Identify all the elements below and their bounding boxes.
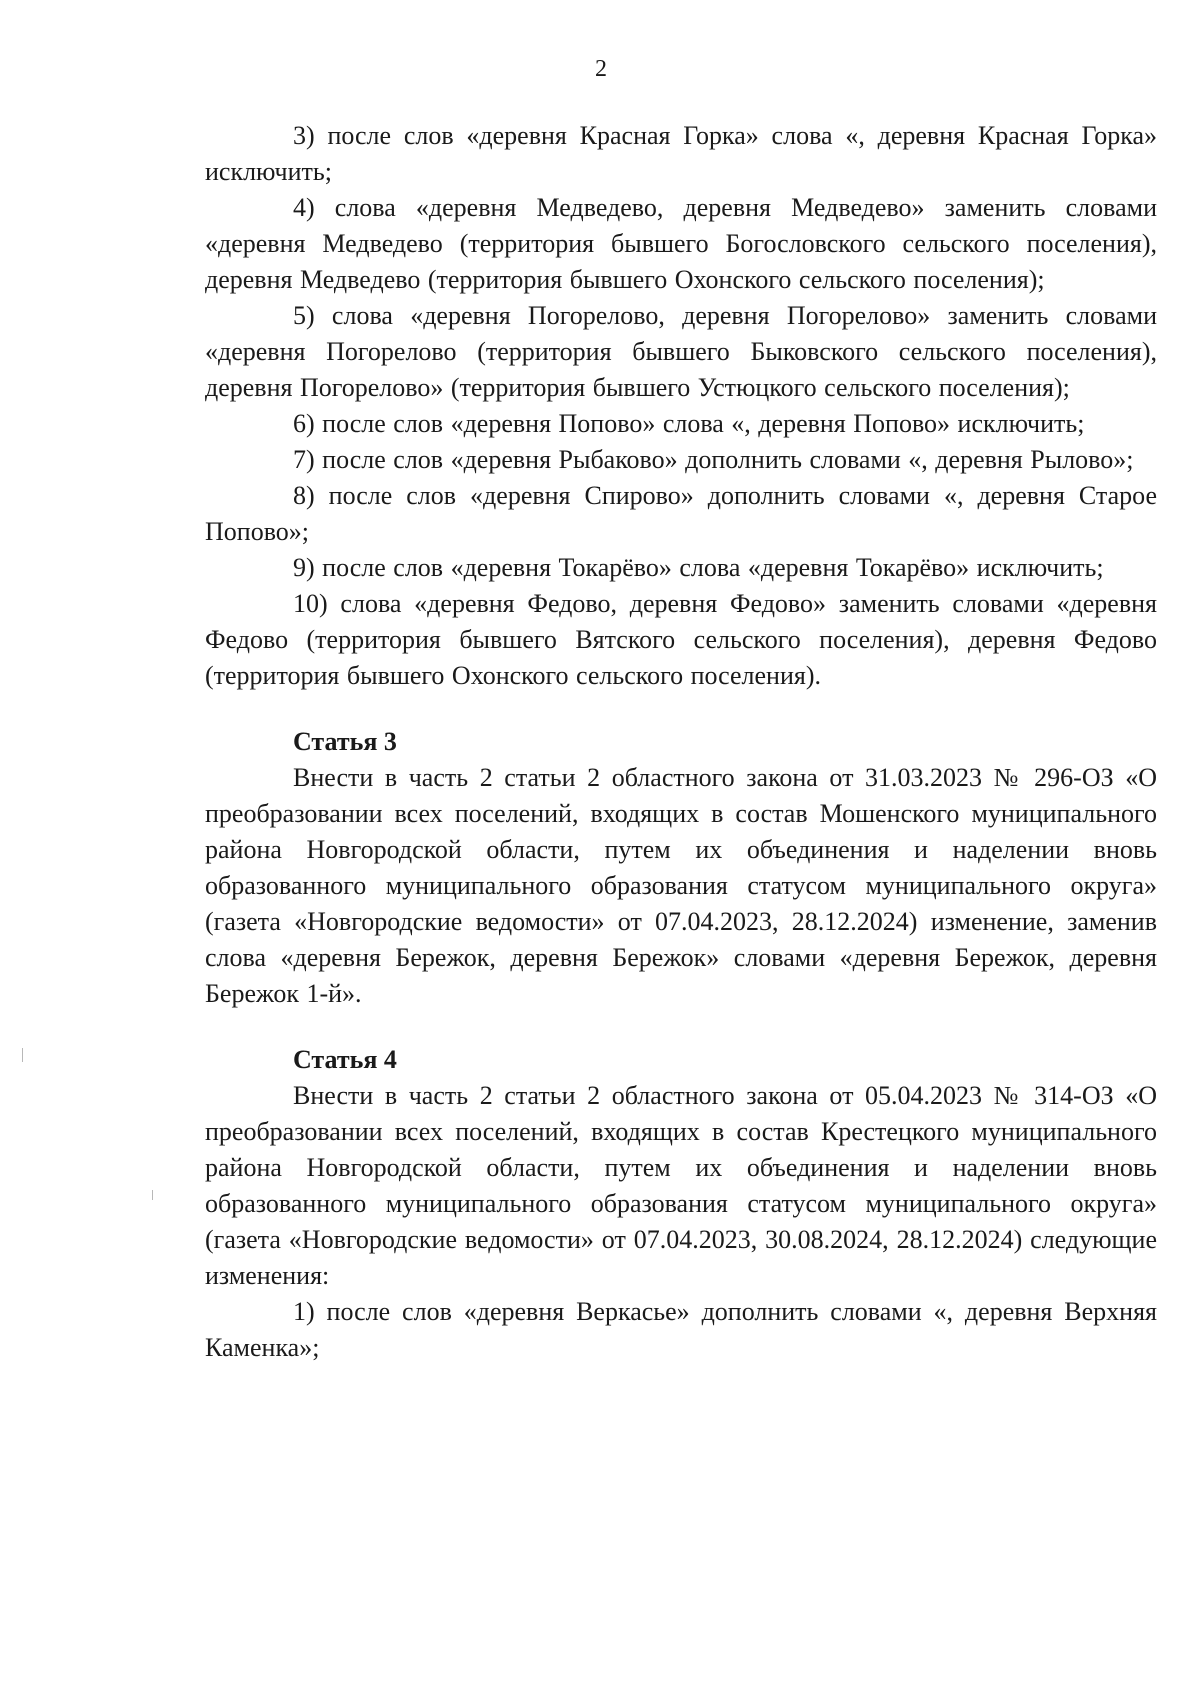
article-4-heading: Статья 4 [293,1045,397,1074]
article-3-heading: Статья 3 [293,727,397,756]
amendment-item-5: 5) слова «деревня Погорелово, деревня Погорелово» заменить словами «деревня Погорелово (территория бывшего Быковского сельского поселения), деревня Погорелово» (территория бывшего Устюцкого сельского поселения); [205,301,1157,402]
page-number: 2 [595,56,607,82]
amendment-item-3: 3) после слов «деревня Красная Горка» слова «, деревня Красная Горка» исключить; [205,121,1157,186]
document-body [205,118,1157,1366]
amendment-item-7: 7) после слов «деревня Рыбаково» дополнить словами «, деревня Рылово»; [293,445,1134,474]
article-4-item-1: 1) после слов «деревня Веркасье» дополнить словами «, деревня Верхняя Каменка»; [205,1297,1157,1362]
amendment-item-10: 10) слова «деревня Федово, деревня Федово» заменить словами «деревня Федово (территория бывшего Вятского сельского поселения), деревня Федово (территория бывшего Охонского сельского поселения). [205,589,1157,690]
scan-mark [152,1190,153,1200]
amendment-item-9: 9) после слов «деревня Токарёво» слова «деревня Токарёво» исключить; [293,553,1104,582]
amendment-item-4: 4) слова «деревня Медведево, деревня Медведево» заменить словами «деревня Медведево (территория бывшего Богословского сельского поселения), деревня Медведево (территория бывшего Охонского сельского поселения); [205,193,1157,294]
article-3-text: Внести в часть 2 статьи 2 областного закона от 31.03.2023 № 296-ОЗ «О преобразовании всех поселений, входящих в состав Мошенского муниципального района Новгородской области, путем их объединения и наделении вновь образованного муниципального образования статусом муниципального округа» (газета «Новгородские ведомости» от 07.04.2023, 28.12.2024) изменение, заменив слова «деревня Бережок, деревня Бережок» словами «деревня Бережок, деревня Бережок 1-й». [205,763,1157,1008]
article-4-text: Внести в часть 2 статьи 2 областного закона от 05.04.2023 № 314-ОЗ «О преобразовании всех поселений, входящих в состав Крестецкого муниципального района Новгородской области, путем их объединения и наделении вновь образованного муниципального образования статусом муниципального округа» (газета «Новгородские ведомости» от 07.04.2023, 30.08.2024, 28.12.2024) следующие изменения: [205,1081,1157,1290]
amendment-item-6: 6) после слов «деревня Попово» слова «, деревня Попово» исключить; [293,409,1085,438]
amendment-item-8: 8) после слов «деревня Спирово» дополнить словами «, деревня Старое Попово»; [205,481,1157,546]
scan-mark [22,1048,23,1062]
